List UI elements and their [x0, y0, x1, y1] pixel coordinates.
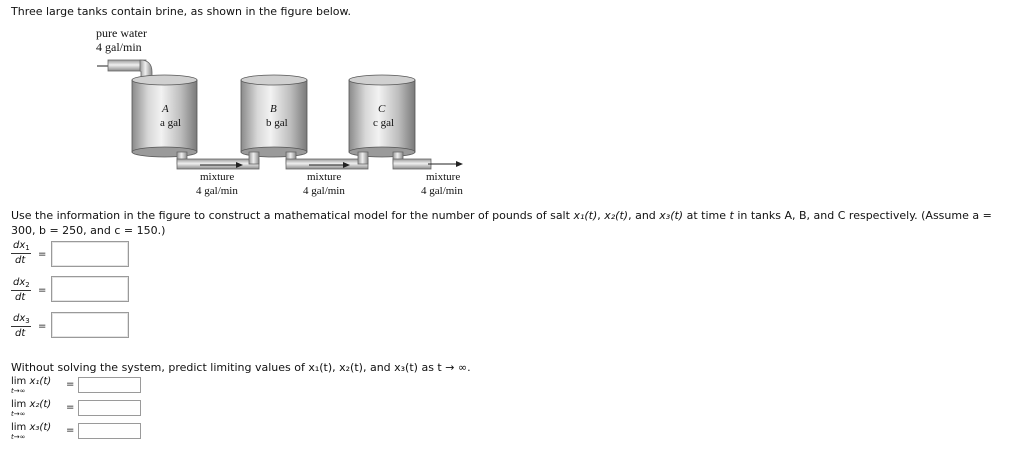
equals-sign: =	[66, 379, 75, 390]
flow-ab-rate: 4 gal/min	[196, 185, 238, 197]
limit-x2: lim x₂(t) t→∞	[11, 399, 52, 418]
limits-prompt: Without solving the system, predict limiting values of x₁(t), x₂(t), and x₃(t) as t → ∞.	[11, 361, 471, 374]
limit-x1-answer-input[interactable]	[78, 377, 141, 393]
limit-x2-answer-input[interactable]	[78, 400, 141, 416]
tank-a-name: A	[162, 103, 169, 115]
tank-a	[132, 75, 197, 157]
dx3-dt-fraction: $dx_3$ dt	[13, 313, 30, 339]
dx3-dt-answer-input[interactable]	[51, 312, 129, 338]
tank-c-name: C	[378, 103, 386, 115]
equals-sign: =	[38, 285, 47, 296]
question-text: Use the information in the figure to construct a mathematical model for the number of pounds of salt x₁(t), x₂(t), and x₃(t) at time t in tanks A, B, and C respectively. (Assume a = 300, b = 250, and c = 150.)	[11, 209, 992, 237]
equals-sign: =	[38, 321, 47, 332]
tank-b-name: B	[270, 103, 277, 115]
tank-b	[241, 75, 307, 157]
tank-figure	[0, 0, 1024, 205]
tank-c	[349, 75, 415, 157]
tank-diagram	[0, 0, 1024, 205]
limit-x1: lim x₁(t) t→∞	[11, 376, 52, 395]
flow-arrow-out	[428, 161, 463, 167]
flow-out-label: mixture	[426, 171, 461, 183]
flow-bc-label: mixture	[307, 171, 342, 183]
inflow-rate: 4 gal/min	[96, 40, 142, 54]
dx1-dt-answer-input[interactable]	[51, 241, 129, 267]
limit-x3: lim x₃(t) t→∞	[11, 422, 52, 441]
tank-a-volume: a gal	[160, 117, 182, 129]
intro-text: Three large tanks contain brine, as shown in the figure below.	[11, 5, 352, 18]
dx2-dt-fraction: $dx_2$ dt	[13, 277, 30, 303]
flow-bc-rate: 4 gal/min	[303, 185, 345, 197]
tank-c-volume: c gal	[373, 117, 395, 129]
outlet-pipe	[393, 152, 431, 169]
tank-b-volume: b gal	[266, 117, 288, 129]
flow-out-rate: 4 gal/min	[421, 185, 463, 197]
flow-ab-label: mixture	[200, 171, 235, 183]
equals-sign: =	[66, 425, 75, 436]
limit-x3-answer-input[interactable]	[78, 423, 141, 439]
dx1-dt-fraction: $dx_1$ dt	[13, 240, 30, 266]
equals-sign: =	[38, 249, 47, 260]
equals-sign: =	[66, 402, 75, 413]
inflow-label: pure water	[96, 26, 147, 40]
dx2-dt-answer-input[interactable]	[51, 276, 129, 302]
